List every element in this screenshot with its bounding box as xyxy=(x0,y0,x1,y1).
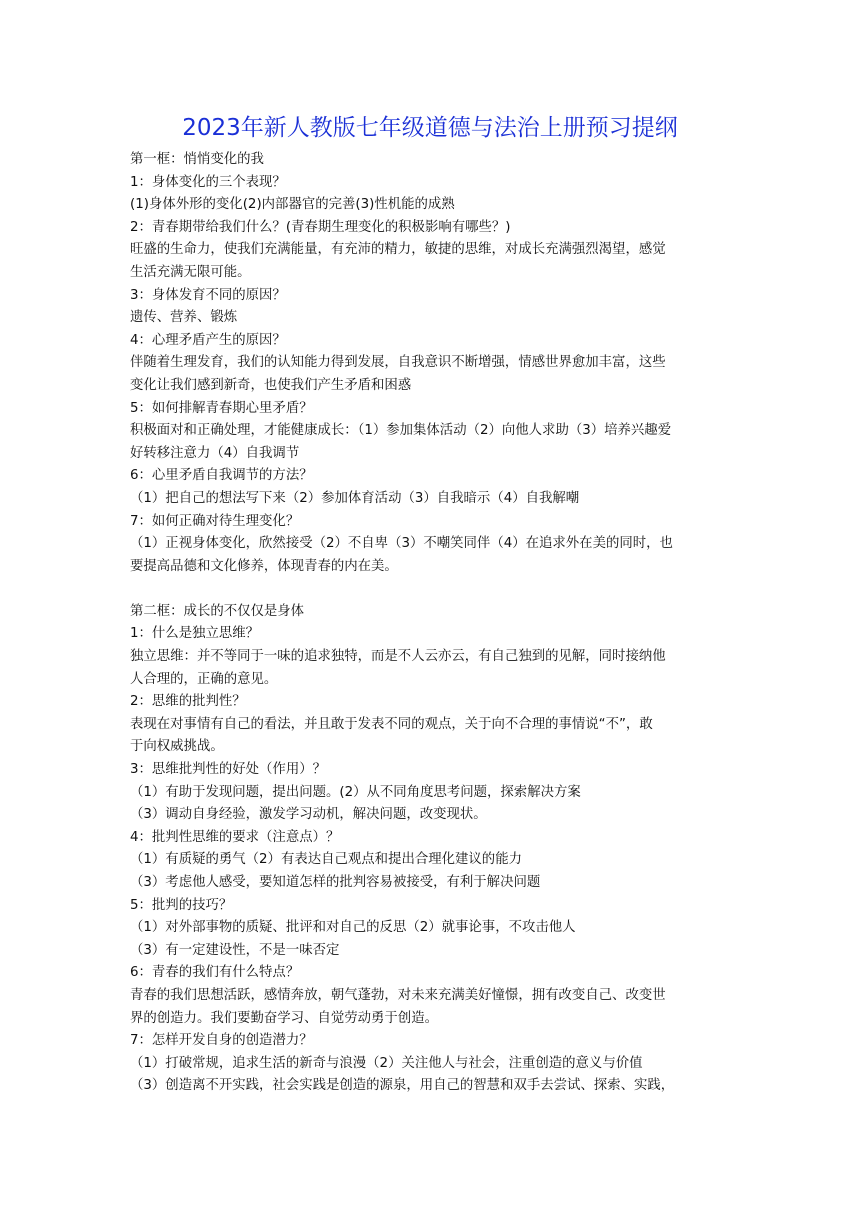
text-line: 4：批判性思维的要求（注意点）？ xyxy=(130,829,340,845)
text-line: 好转移注意力（4）自我调节 xyxy=(130,445,300,461)
text-line: 4：心理矛盾产生的原因？ xyxy=(130,332,286,348)
text-line: 第一框：悄悄变化的我 xyxy=(130,152,264,167)
text-line: 人合理的，正确的意见。 xyxy=(130,671,278,687)
text-line: 青春的我们思想活跃，感情奔放，朝气蓬勃，对未来充满美好憧憬，拥有改变自己、改变世 xyxy=(130,987,666,1003)
document-body xyxy=(130,149,732,1098)
text-line: 5：如何排解青春期心里矛盾？ xyxy=(130,400,313,416)
text-line: （1）有助于发现问题，提出问题。(2）从不同角度思考问题，探索解决方案 xyxy=(130,784,581,800)
text-line: 界的创造力。我们要勤奋学习、自觉劳动勇于创造。 xyxy=(130,1010,438,1026)
text-line: （3）有一定建设性，不是一味否定 xyxy=(130,942,340,958)
text-line: 6：心里矛盾自我调节的方法？ xyxy=(130,468,313,484)
text-line: 第二框：成长的不仅仅是身体 xyxy=(130,603,305,619)
text-line: (1)身体外形的变化(2)内部器官的完善(3)性机能的成熟 xyxy=(130,197,455,213)
text-line: 3：身体发育不同的原因？ xyxy=(130,287,286,303)
text-line: 生活充满无限可能。 xyxy=(130,264,251,280)
text-line: 要提高品德和文化修养，体现青春的内在美。 xyxy=(130,558,398,574)
text-line: 独立思维：并不等同于一味的追求独特，而是不人云亦云，有自己独到的见解，同时接纳他 xyxy=(130,649,666,665)
text-line: 1：什么是独立思维？ xyxy=(130,626,260,642)
text-line: 5：批判的技巧？ xyxy=(130,897,233,913)
text-line: 旺盛的生命力，使我们充满能量，有充沛的精力，敏捷的思维，对成长充满强烈渴望，感觉 xyxy=(130,242,666,258)
text-line: （1）把自己的想法写下来（2）参加体育活动（3）自我暗示（4）自我解嘲 xyxy=(130,490,580,506)
text-line: 7：如何正确对待生理变化？ xyxy=(130,513,300,529)
text-line: （3）创造离不开实践，社会实践是创造的源泉，用自己的智慧和双手去尝试、探索、实践， xyxy=(130,1078,675,1094)
blank-line xyxy=(130,578,732,601)
text-line: 2：思维的批判性？ xyxy=(130,694,246,710)
text-line: 变化让我们感到新奇，也使我们产生矛盾和困惑 xyxy=(130,377,412,393)
text-line: 1：身体变化的三个表现？ xyxy=(130,174,286,190)
text-line: （1）对外部事物的质疑、批评和对自己的反思（2）就事论事，不攻击他人 xyxy=(130,920,576,936)
text-line: （1）正视身体变化，欣然接受（2）不自卑（3）不嘲笑同伴（4）在追求外在美的同时，也 xyxy=(130,536,673,552)
text-line: 积极面对和正确处理，才能健康成长：（1）参加集体活动（2）向他人求助（3）培养兴趣爱 xyxy=(130,423,672,439)
text-line: （1）有质疑的勇气（2）有表达自己观点和提出合理化建议的能力 xyxy=(130,852,522,868)
text-line: （3）调动自身经验，激发学习动机，解决问题，改变现状。 xyxy=(130,807,487,823)
text-line: （1）打破常规，追求生活的新奇与浪漫（2）关注他人与社会，注重创造的意义与价值 xyxy=(130,1055,643,1071)
text-line: 遗传、营养、锻炼 xyxy=(130,310,238,326)
text-line: 伴随着生理发育，我们的认知能力得到发展，自我意识不断增强，情感世界愈加丰富，这些 xyxy=(130,355,666,371)
text-line: 3：思维批判性的好处（作用）？ xyxy=(130,762,326,778)
text-line: 6：青春的我们有什么特点？ xyxy=(130,965,300,981)
text-line: 7：怎样开发自身的创造潜力？ xyxy=(130,1033,313,1049)
text-line: 于向权威挑战。 xyxy=(130,739,224,755)
text-line: 表现在对事情有自己的看法，并且敢于发表不同的观点，关于向不合理的事情说“不”，敢 xyxy=(130,716,653,732)
text-line: （3）考虑他人感受，要知道怎样的批判容易被接受，有利于解决问题 xyxy=(130,875,541,890)
document-title: 2023年新人教版七年级道德与法治上册预习提纲 xyxy=(182,115,678,141)
text-line: 2：青春期带给我们什么？(青春期生理变化的积极影响有哪些？) xyxy=(130,219,511,235)
